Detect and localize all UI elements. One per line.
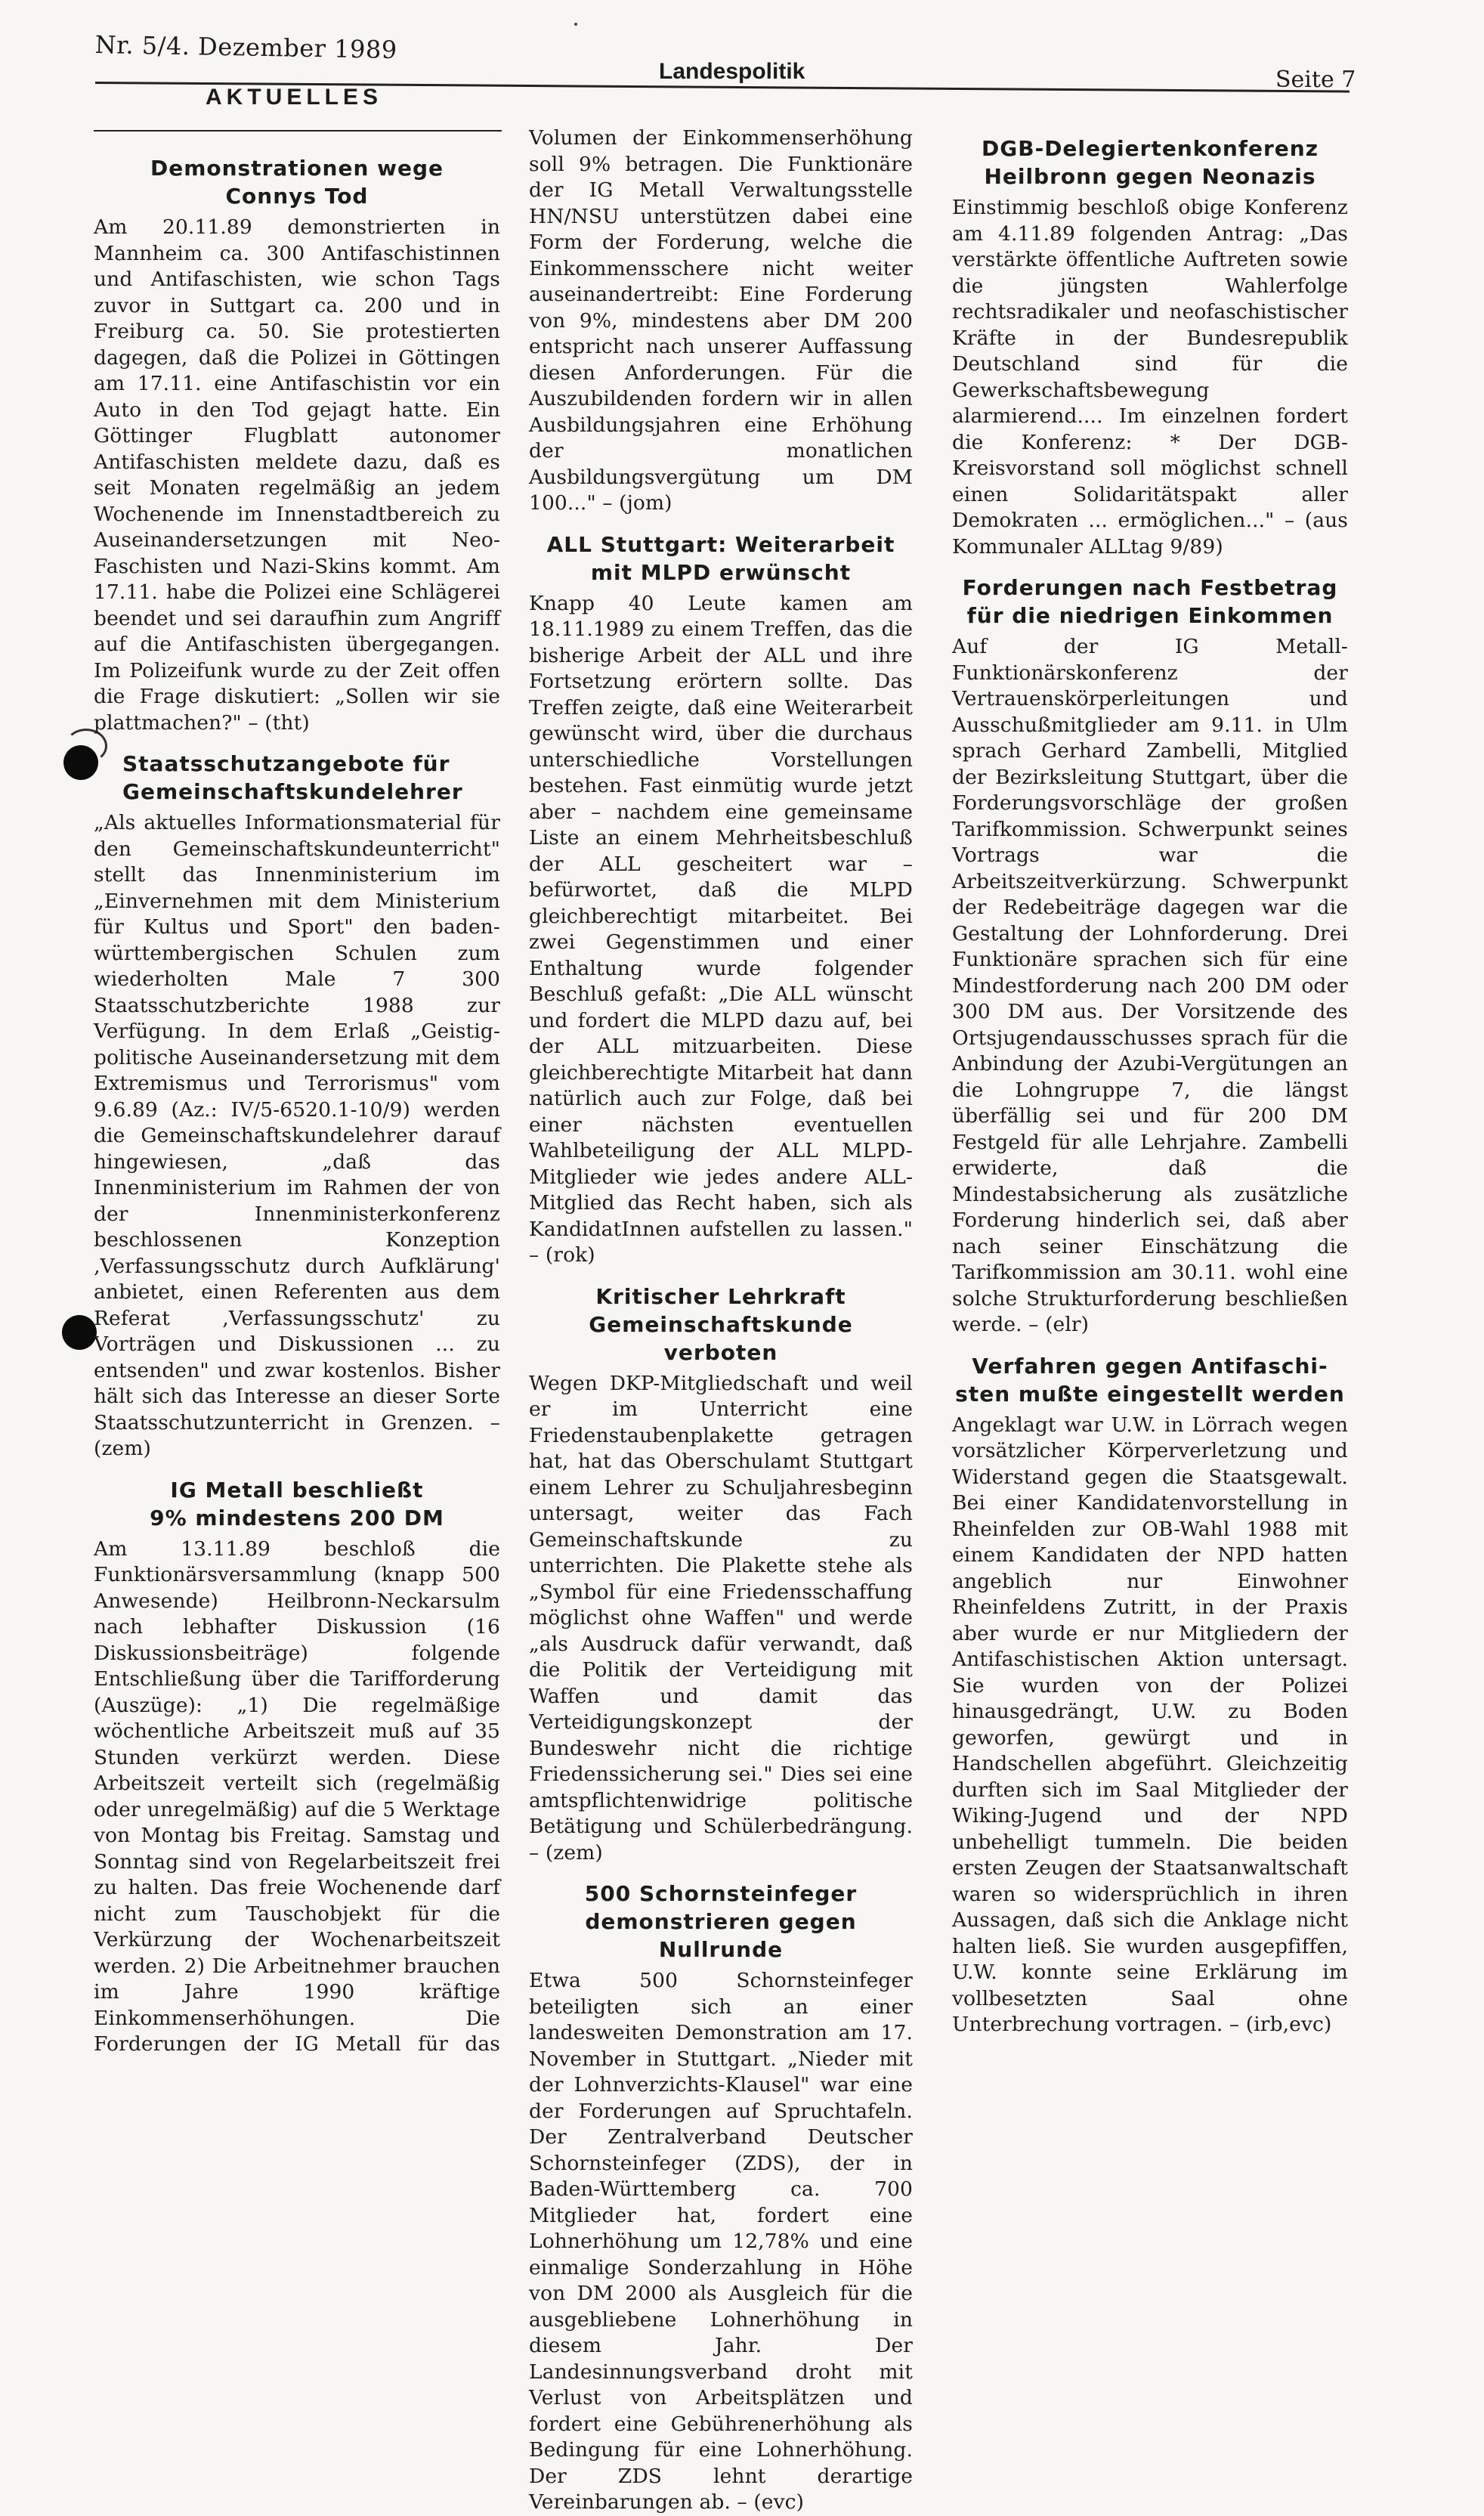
article-ig-metall-cont	[529, 125, 913, 517]
article-festbetrag	[952, 574, 1348, 1338]
article-verfahren	[952, 1352, 1348, 2038]
column-rule	[94, 130, 502, 132]
article-lehrkraft	[529, 1283, 913, 1867]
issue-number: Nr. 5/4. Dezember 1989	[94, 30, 397, 64]
article-title: ALL Stuttgart: Weiterarbeit mit MLPD erwünscht	[546, 531, 895, 585]
article-body: Knapp 40 Leute kamen am 18.11.1989 zu einem Treffen, das die bisherige Arbeit der ALL und ihre Fortsetzung erörtern sollte. Das Treffen zeigte, daß eine Weiterarbeit gewünscht wird, über die durchaus unterschiedliche Vorstellungen bestehen. Fast einmütig wurde jetzt aber – nachdem eine gemeinsame Liste an einem Mehrheitsbeschluß der ALL gescheitert war – befürwortet, daß die MLPD gleichberechtigt mitarbeitet. Bei zwei Gegenstimmen und einer Enthaltung wurde folgender Beschluß gefaßt: „Die ALL wünscht und fordert die MLPD dazu auf, bei der ALL mitzuarbeiten. Diese gleichberechtigte Mitarbeit hat dann natürlich auch zur Folge, daß bei einer nächsten eventuellen Wahlbeteiligung der ALL MLPD-Mitglieder wie jedes andere ALL-Mitglied das Recht haben, sich als KandidatInnen aufstellen zu lassen." – (rok)	[529, 591, 913, 1267]
article-schornsteinfeger	[529, 1880, 913, 2516]
column-1	[94, 130, 500, 2072]
article-body: Wegen DKP-Mitgliedschaft und weil er im Unterricht eine Friedenstaubenplakette getragen hat, hat das Oberschulamt Stuttgart einem Lehrer zu Schuljahresbeginn untersagt, weiter das Fach Gemeinschaftskunde zu unterrichten. Die Plakette stehe als „Symbol für eine Friedensschaffung möglichst ohne Waffen" und werde „als Ausdruck dafür verwandt, daß die Politik der Verteidigung mit Waffen und damit das Verteidigungskonzept der Bundeswehr nicht die richtige Friedenssicherung sei." Dies sei eine amtspflichtenwidrige politische Betätigung und Schülerbedrängung. – (zem)	[529, 1371, 913, 1865]
article-title: Staatsschutzangebote für Gemeinschaftskundelehrer	[122, 751, 463, 804]
article-body: Etwa 500 Schornsteinfeger beteiligten sich an einer landesweiten Demonstration am 17. November in Stuttgart. „Nieder mit der Lohnverzichts-Klausel" war eine der Forderungen auf Spruchtafeln. Der Zentralverband Deutscher Schornsteinfeger (ZDS), der in Baden-Württemberg ca. 700 Mitglieder hat, fordert eine Lohnerhöhung um 12,78% und eine einmalige Sonderzahlung in Höhe von DM 2000 als Ausgleich für die ausgebliebene Lohnerhöhung in diesem Jahr. Der Landesinnungsverband droht mit Verlust von Arbeitsplätzen und fordert eine Gebührenerhöhung als Bedingung für eine Lohnerhöhung. Der ZDS lehnt derartige Vereinbarungen ab. – (evc)	[529, 1969, 913, 2514]
article-body: Angeklagt war U.W. in Lörrach wegen vorsätzlicher Körperverletzung und Widerstand gegen die Staatsgewalt. Bei einer Kandidatenvorstellung in Rheinfelden zur OB-Wahl 1988 mit einem Kandidaten der NPD hatten angeblich nur Einwohner Rheinfeldens Zutritt, in der Praxis aber wurde er nur Mitgliedern der Antifaschistischen Aktion untersagt. Sie wurden von der Polizei hinausgedrängt, U.W. zu Boden geworfen, gewürgt und in Handschellen abgeführt. Gleichzeitig durften sich im Saal Mitglieder der Wiking-Jugend und der NPD unbehelligt tummeln. Die beiden ersten Zeugen der Staatsanwaltschaft waren so widersprüchlich in ihren Aussagen, daß sich die Anklage nicht halten ließ. Sie wurden ausgepfiffen, U.W. konnte seine Erklärung im vollbesetzten Saal ohne Unterbrechung vortragen. – (irb,evc)	[952, 1413, 1348, 2036]
column-2	[529, 125, 913, 2514]
article-body: Am 20.11.89 demonstrierten in Mannheim ca. 300 Antifaschistinnen und Antifaschisten, wie schon Tags zuvor in Suttgart ca. 200 und in Freiburg ca. 50. Sie protestierten dagegen, daß die Polizei in Göttingen am 17.11. eine Antifaschistin vor ein Auto in den Tod gejagt hatte. Ein Göttinger Flugblatt autonomer Antifaschisten meldete dazu, daß es seit Monaten regelmäßig an jedem Wochenende im Innenstadtbereich zu Auseinandersetzungen mit Neo-Faschisten und Nazi-Skins kommt. Am 17.11. habe die Polizei eine Schlägerei beendet und sei daraufhin zum Angriff auf die Antifaschisten übergegangen. Im Polizeifunk wurde zu der Zeit offen die Frage diskutiert: „Sollen wir sie plattmachen?" – (tht)	[94, 215, 500, 735]
article-body: „Als aktuelles Informationsmaterial für den Gemeinschaftskundeunterricht" stellt das Innenministerium im „Einvernehmen mit dem Ministerium für Kultus und Sport" den baden-württembergischen Schulen zum wiederholten Male 7 300 Staatsschutzberichte 1988 zur Verfügung. In dem Erlaß „Geistig-politische Auseinandersetzung mit dem Extremismus und Terrorismus" vom 9.6.89 (Az.: IV/5-6520.1-10/9) werden die Gemeinschaftskundelehrer darauf hingewiesen, „daß das Innenministerium im Rahmen der von der Innenministerkonferenz beschlossenen Konzeption ‚Verfassungsschutz durch Aufklärung' anbietet, einen Referenten aus dem Referat ‚Verfassungsschutz' zu Vorträgen und Diskussionen ... zu entsenden" und zwar kostenlos. Bisher hält sich das Interesse an dieser Sorte Staatsschutzunterricht in Grenzen. – (zem)	[94, 811, 500, 1460]
article-body: Am 13.11.89 beschloß die Funktionärsversammlung (knapp 500 Anwesende) Heilbronn-Neckarsulm nach lebhafter Diskussion (16 Diskussionsbeiträge) folgende Entschließung über die Tarifforderung (Auszüge): „1) Die regelmäßige wöchentliche Arbeitszeit muß auf 35 Stunden verkürzt werden. Diese Arbeitszeit verteilt sich (regelmäßig oder unregelmäßig) auf die 5 Werktage von Montag bis Freitag. Samstag und Sonntag sind von Regelarbeitszeit frei zu halten. Das freie Wochenende darf nicht zum Tauschobjekt für die Verkürzung der Wochenarbeitszeit werden. 2) Die Arbeitnehmer brauchen im Jahre 1990 kräftige Einkommenserhöhungen. Die Forderungen der IG Metall für das	[94, 1537, 500, 2056]
article-all-stuttgart	[529, 531, 913, 1269]
article-ig-metall	[94, 1476, 500, 2058]
article-demonstrationen	[94, 154, 500, 736]
article-dgb	[952, 135, 1348, 560]
article-title: Kritischer Lehrkraft Gemeinschaftskunde verboten	[589, 1283, 853, 1365]
article-title: 500 Schornsteinfeger demonstrieren gegen Nullrunde	[584, 1881, 858, 1962]
column-3	[952, 135, 1348, 2077]
article-title: IG Metall beschließt 9% mindestens 200 DM	[150, 1477, 444, 1530]
print-speck	[574, 23, 577, 26]
page-number: Seite 7	[1275, 67, 1356, 93]
article-title: Forderungen nach Festbetrag für die niedrigen Einkommen	[962, 575, 1338, 628]
punch-hole	[62, 1315, 97, 1350]
article-body-continued: Volumen der Einkommenserhöhung soll 9% betragen. Die Funktionäre der IG Metall Verwaltungsstelle HN/NSU unterstützen dabei eine Form der Forderung, welche die Einkommensschere nicht weiter auseinandertreibt: Eine Forderung von 9%, mindestens aber DM 200 entspricht nach unserer Auffassung diesen Anforderungen. Für die Auszubildenden fordern wir in allen Ausbildungsjahren eine Erhöhung der monatlichen Ausbildungsvergütung um DM 100..." – (jom)	[529, 126, 913, 515]
article-body: Einstimmig beschloß obige Konferenz am 4.11.89 folgenden Antrag: „Das verstärkte öffentliche Auftreten sowie die jüngsten Wahlerfolge rechtsradikaler und neofaschistischer Kräfte in der Bundesrepublik Deutschland sind für die Gewerkschaftsbewegung alarmierend.... Im einzelnen fordert die Konferenz: * Der DGB-Kreisvorstand soll möglichst schnell einen Solidaritätspakt aller Demokraten ... ermöglichen..." – (aus Kommunaler ALLtag 9/89)	[952, 196, 1348, 559]
article-body: Auf der IG Metall-Funktionärskonferenz der Vertrauenskörperleitungen und Ausschußmitglieder am 9.11. in Ulm sprach Gerhard Zambelli, Mitglied der Bezirksleitung Stuttgart, über die Forderungsvorschläge der großen Tarifkommission. Schwerpunkt seines Vortrags war die Arbeitszeitverkürzung. Schwerpunkt der Redebeiträge dagegen war die Gestaltung der Lohnforderung. Drei Funktionäre sprachen sich für eine Mindestforderung nach 200 DM oder 300 DM aus. Der Vorsitzende des Ortsjugendausschusses sprach für die Anbindung der Azubi-Vergütungen an die Lohngruppe 7, die längst überfällig sei und für 200 DM Festgeld für alle Lehrjahre. Zambelli erwiderte, daß die Mindestabsicherung als zusätzliche Forderung hinderlich sei, daß aber nach seiner Einschätzung die Tarifkommission am 30.11. wohl eine solche Strukturforderung beschließen werde. – (elr)	[952, 635, 1348, 1336]
article-title: Demonstrationen wege Connys Tod	[150, 156, 444, 209]
section-label: AKTUELLES	[206, 85, 382, 110]
article-title: Verfahren gegen Antifaschi- sten mußte eingestellt werden	[955, 1353, 1345, 1407]
article-staatsschutz	[94, 750, 500, 806]
article-title: DGB-Delegiertenkonferenz Heilbronn gegen Neonazis	[982, 136, 1319, 189]
section-title: Landespolitik	[659, 59, 805, 84]
article-staatsschutz-body	[94, 810, 500, 1462]
